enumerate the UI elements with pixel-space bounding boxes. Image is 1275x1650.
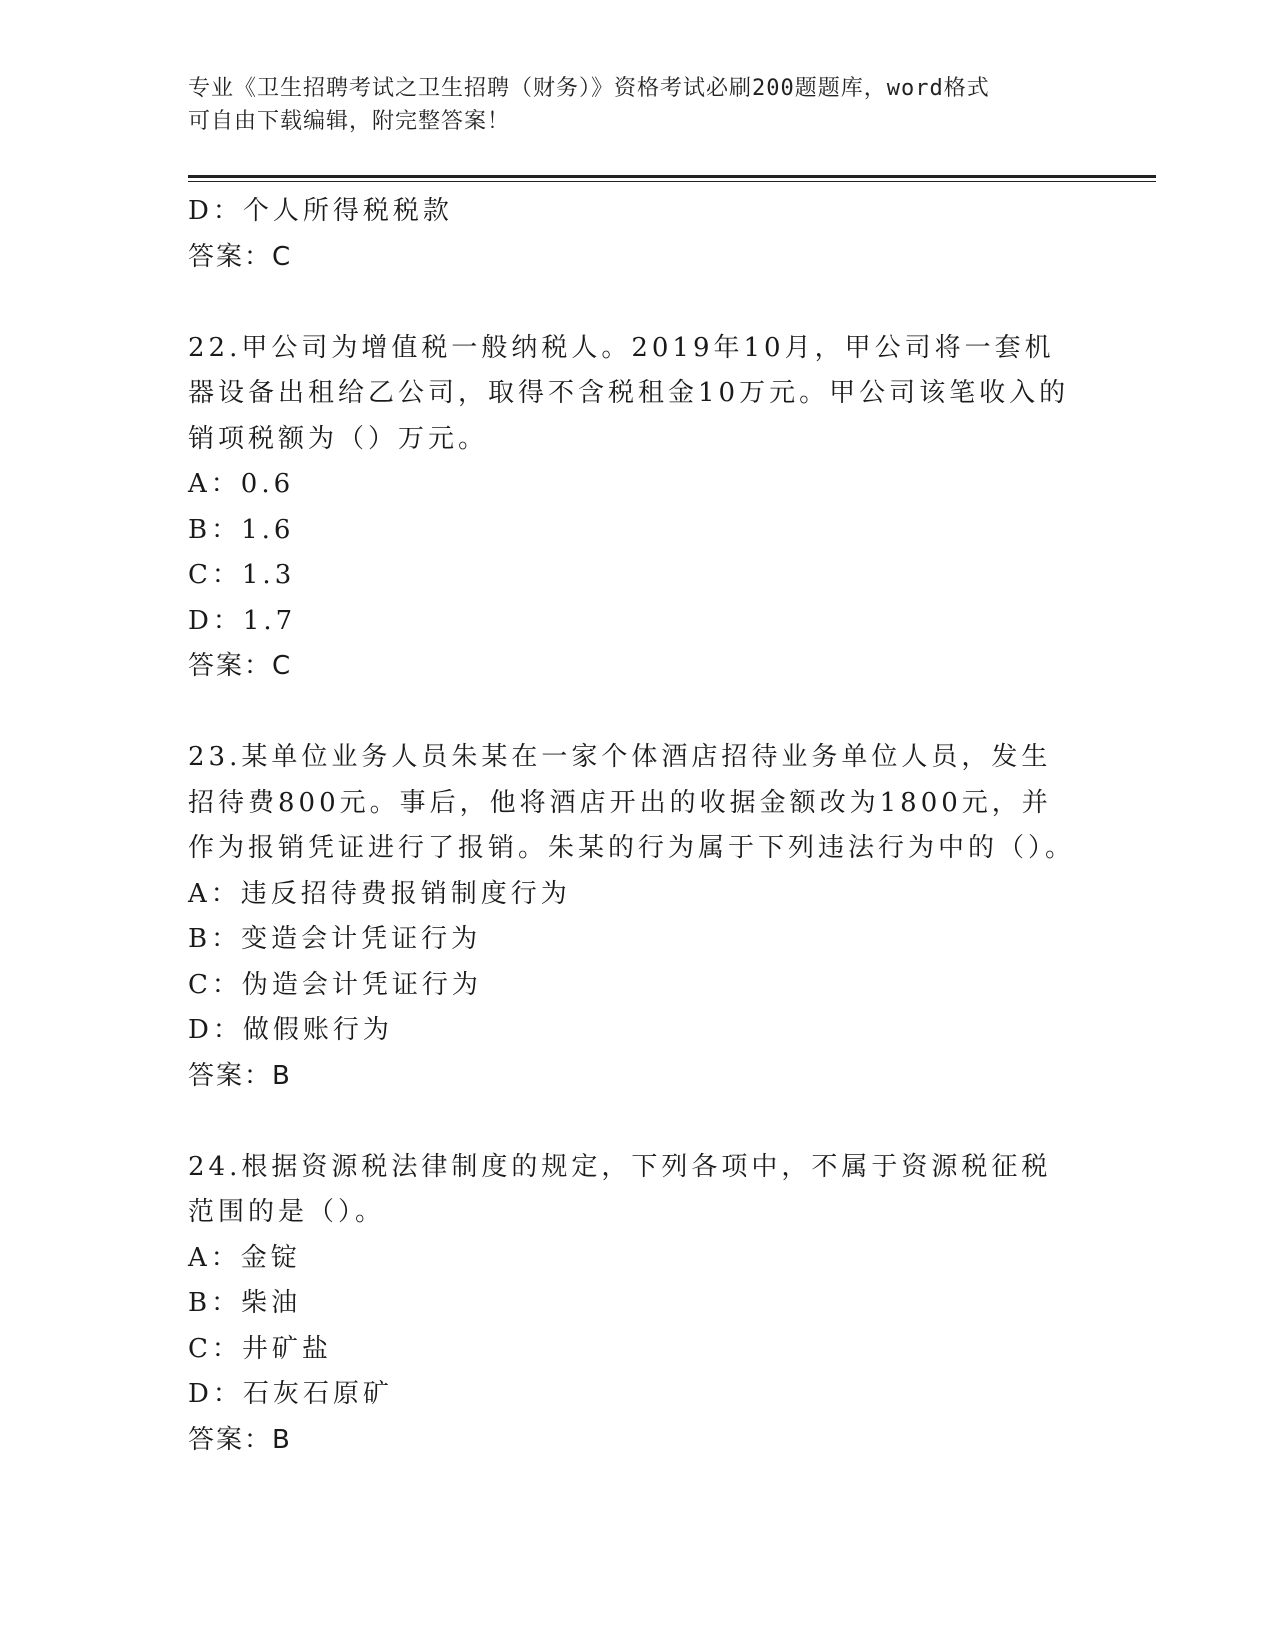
option-c: C：伪造会计凭证行为	[188, 969, 482, 1000]
option-a: A：违反招待费报销制度行为	[188, 878, 571, 909]
header-line-1: 专业《卫生招聘考试之卫生招聘（财务）》资格考试必刷200题题库，word格式	[188, 76, 990, 101]
option-b: B：变造会计凭证行为	[188, 924, 482, 954]
option-b: B：1.6	[188, 514, 295, 545]
question-24	[188, 1145, 1078, 1464]
answer-line: 答案：B	[188, 1060, 292, 1091]
previous-question-tail	[188, 189, 1078, 280]
header-rule-thin	[188, 181, 1156, 182]
spacer	[188, 280, 1078, 326]
question-text: 22.甲公司为增值税一般纳税人。2019年10月，甲公司将一套机器设备出租给乙公司，取得不含税租金10万元。甲公司该笔收入的销项税额为（）万元。	[188, 332, 1070, 454]
option-b: B：柴油	[188, 1288, 302, 1318]
answer-line: 答案：B	[188, 1424, 292, 1455]
answer-line: 答案：C	[188, 651, 293, 681]
option-c: C：1.3	[188, 560, 296, 590]
spacer	[188, 1099, 1078, 1145]
spacer	[188, 690, 1078, 736]
question-22	[188, 326, 1078, 690]
option-c: C：井矿盐	[188, 1333, 332, 1364]
header-line-2: 可自由下载编辑，附完整答案！	[188, 109, 511, 134]
option-d: D：1.7	[188, 605, 297, 636]
question-text: 24.根据资源税法律制度的规定，下列各项中，不属于资源税征税范围的是（）。	[188, 1151, 1052, 1227]
option-d: D：个人所得税税款	[188, 196, 453, 226]
answer-line: 答案：C	[188, 241, 293, 272]
option-d: D：做假账行为	[188, 1015, 393, 1045]
question-23	[188, 735, 1078, 1099]
question-text: 23.某单位业务人员朱某在一家个体酒店招待业务单位人员，发生招待费800元。事后，他将酒店开出的收据金额改为1800元，并作为报销凭证进行了报销。朱某的行为属于下列违法行为中的（）。	[188, 742, 1076, 863]
document-body	[188, 189, 1078, 1463]
header-rule-thick	[188, 175, 1156, 178]
option-a: A：0.6	[188, 469, 295, 499]
option-a: A：金锭	[188, 1242, 301, 1273]
document-header	[188, 72, 1068, 138]
option-d: D：石灰石原矿	[188, 1379, 393, 1409]
